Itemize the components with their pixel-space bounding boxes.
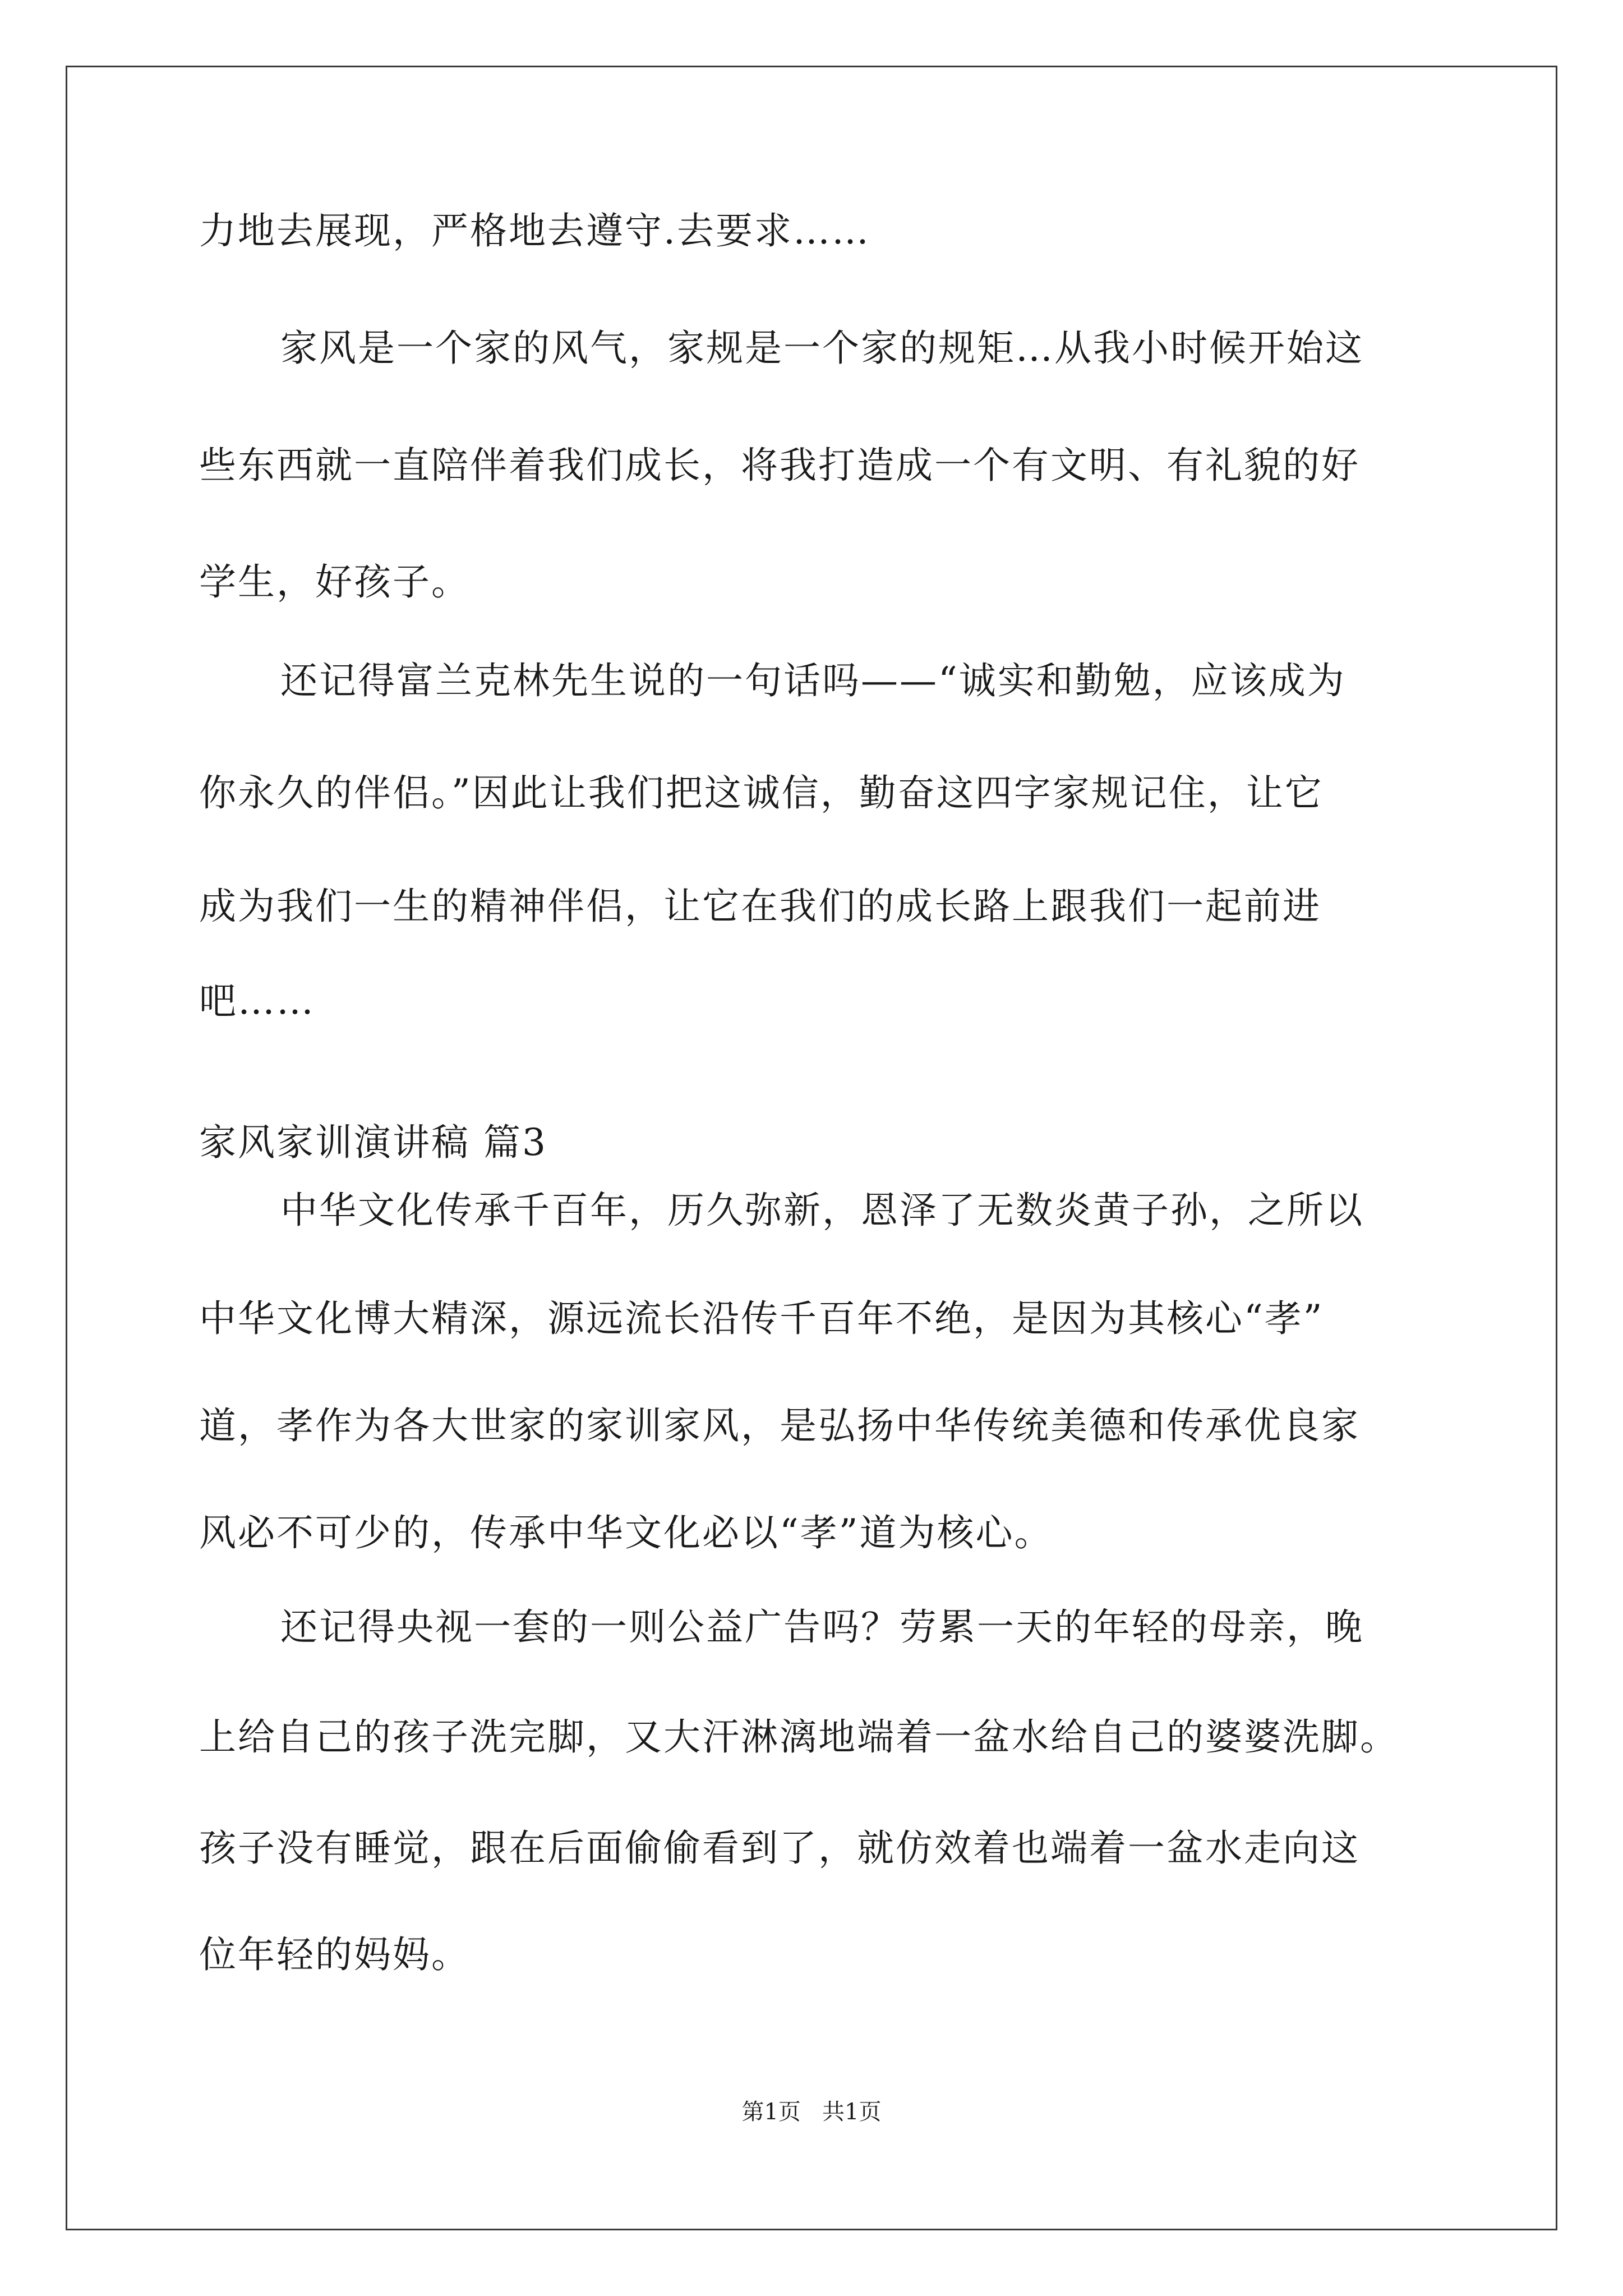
text-line-1: 力地去展现，严格地去遵守.去要求…… bbox=[199, 209, 870, 252]
text-line-2: 家风是一个家的风气，家规是一个家的规矩…从我小时候开始这 bbox=[280, 326, 1364, 370]
page-footer: 第1页 共1页 bbox=[741, 2099, 882, 2125]
text-line-5: 还记得富兰克林先生说的一句话吗——“诚实和勤勉，应该成为 bbox=[280, 659, 1346, 702]
text-line-12: 道，孝作为各大世家的家训家风，是弘扬中华传统美德和传承优良家 bbox=[199, 1404, 1360, 1447]
text-line-8: 吧…… bbox=[199, 979, 315, 1023]
text-line-3: 些东西就一直陪伴着我们成长，将我打造成一个有文明、有礼貌的好 bbox=[199, 444, 1360, 487]
text-line-14: 还记得央视一套的一则公益广告吗？劳累一天的年轻的母亲，晚 bbox=[280, 1605, 1364, 1649]
text-line-15: 上给自己的孩子洗完脚，又大汗淋漓地端着一盆水给自己的婆婆洗脚。 bbox=[199, 1715, 1399, 1759]
text-line-6: 你永久的伴侣。”因此让我们把这诚信，勤奋这四字家规记住，让它 bbox=[199, 771, 1324, 815]
text-line-7: 成为我们一生的精神伴侣，让它在我们的成长路上跟我们一起前进 bbox=[199, 885, 1321, 928]
text-line-13: 风必不可少的，传承中华文化必以“孝”道为核心。 bbox=[199, 1511, 1053, 1554]
text-line-11: 中华文化博大精深，源远流长沿传千百年不绝，是因为其核心“孝” bbox=[199, 1297, 1324, 1340]
section-heading: 家风家训演讲稿 篇3 bbox=[199, 1121, 547, 1164]
text-line-17: 位年轻的妈妈。 bbox=[199, 1933, 470, 1976]
text-line-16: 孩子没有睡觉，跟在后面偷偷看到了，就仿效着也端着一盆水走向这 bbox=[199, 1826, 1360, 1870]
text-line-10: 中华文化传承千百年，历久弥新，恩泽了无数炎黄子孙，之所以 bbox=[280, 1189, 1364, 1232]
text-line-4: 学生，好孩子。 bbox=[199, 560, 470, 604]
